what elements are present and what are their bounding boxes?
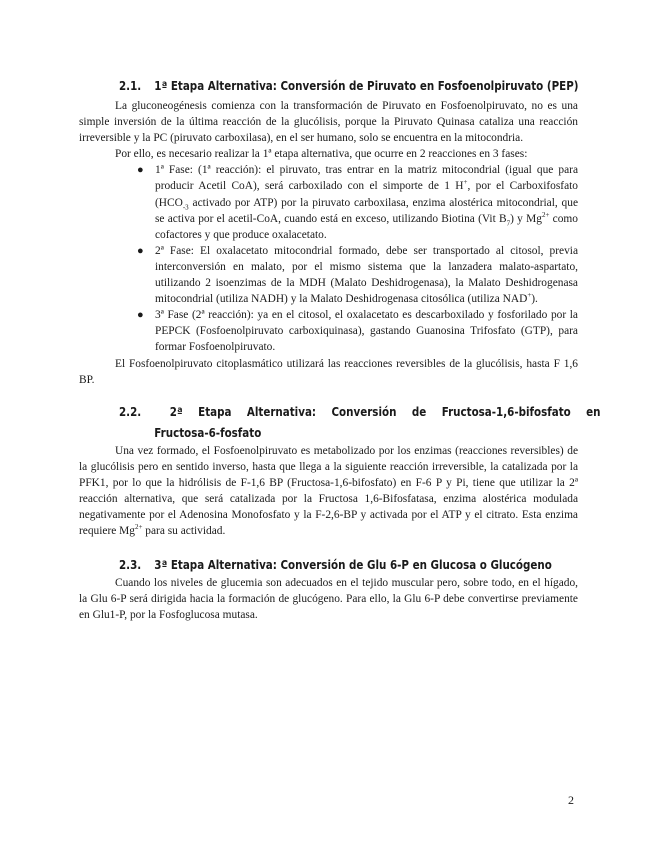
page-number: 2 [568,793,574,807]
paragraph: La gluconeogénesis comienza con la transformación de Piruvato en Fosfoenolpiruvato, no es una simple inversión de la última reacción de la glucólisis, porque la Piruvato Quinasa cataliza una reacción irreversible y la PC (piruvato carboxilasa), en el ser humano, solo se encuentra en la mitocondria. [79,100,578,145]
section-title: 3ª Etapa Alternativa: Conversión de Glu 6-P en Glucosa o Glucógeno [154,558,552,573]
page-content [79,78,601,624]
section-title-line-1: 2.2. 2ª Etapa Alternativa: Conversión de Fructosa-1,6-bifosfato en [119,404,601,419]
section-heading-2-1 [119,78,579,94]
section-number: 2.1. [119,79,142,93]
bullet-icon: ● [137,309,144,322]
section-heading-2-2 [119,404,601,441]
bullet-icon: ● [137,244,144,257]
paragraph: El Fosfoenolpiruvato citoplasmático utilizará las reacciones reversibles de la glucólisis, hasta F 1,6 BP. [79,357,578,386]
bullet-icon: ● [137,164,144,177]
section-title: 1ª Etapa Alternativa: Conversión de Piruvato en Fosfoenolpiruvato (PEP) [154,79,579,93]
section-number: 2.2. [119,404,142,419]
section-number: 2.3. [119,558,142,573]
bullet-list [79,162,578,355]
list-item: ● 2ª Fase: El oxalacetato mitocondrial formado, debe ser transportado al citosol, previa interconversión en malato, por el mismo sistema que la lanzadera malato-aspartato, utilizando 2 isoenzimas de la MDH (Malato Deshidrogenasa), la Malato Deshidrogenasa mitocondrial (utiliza NADH) y la Malato Deshidrogenasa citosólica (utiliza NAD+). [137,244,578,306]
section-title-line-2: Fructosa-6-fosfato [154,425,262,440]
paragraph: Una vez formado, el Fosfoenolpiruvato es metabolizado por los enzimas (reacciones reversibles) de la glucólisis pero en sentido inverso, hasta que llega a la siguiente reacción irreversible, la catalizada por la PFK1, por lo que la hidrólisis de F-1,6 BP (Fructosa-1,6-bifosfato) en F-6 P y Pi, tiene que utilizar la 2ª reacción alternativa, que será catalizada por la Fructosa 1,6-Bifosfatasa, enzima alostérica modulada negativamente por el Adenosina Monofosfato y la F-2,6-BP y activada por el ATP y el citrato. Esta enzima requiere $Mg^{2+}$ para su actividad. [79,444,578,538]
paragraph: Cuando los niveles de glucemia son adecuados en el tejido muscular pero, sobre todo, en el hígado, la Glu 6-P será dirigida hacia la formación de glucógeno. Para ello, la Glu 6-P debe convertirse previamente en Glu1-P, por la Fosfoglucosa mutasa. [79,577,578,622]
list-item: ● 3ª Fase (2ª reacción): ya en el citosol, el oxalacetato es descarboxilado y fosforilado por la PEPCK (Fosfoenolpiruvato carboxiquinasa), gastando Guanosina Trifosfato (GTP), para formar Fosfoenolpiruvato. [137,309,578,354]
section-heading-2-3 [119,557,552,573]
list-item: ● 1ª Fase: (1ª reacción): el piruvato, tras entrar en la matriz mitocondrial (igual que para producir Acetil CoA), será carboxilado con el simporte de 1 H+, por el Carboxifosfato ($HCO_{-3}$ activado por ATP) por la piruvato carboxilasa, enzima alostérica mitocondrial, que se activa por el acetil-CoA, cuando está en exceso, utilizando Biotina (Vit $B_7$) y $Mg^{2+}$ como cofactores y que produce oxalacetato. [137,164,579,241]
paragraph: Por ello, es necesario realizar la 1ª etapa alternativa, que ocurre en 2 reacciones en 3 fases: [115,148,528,161]
